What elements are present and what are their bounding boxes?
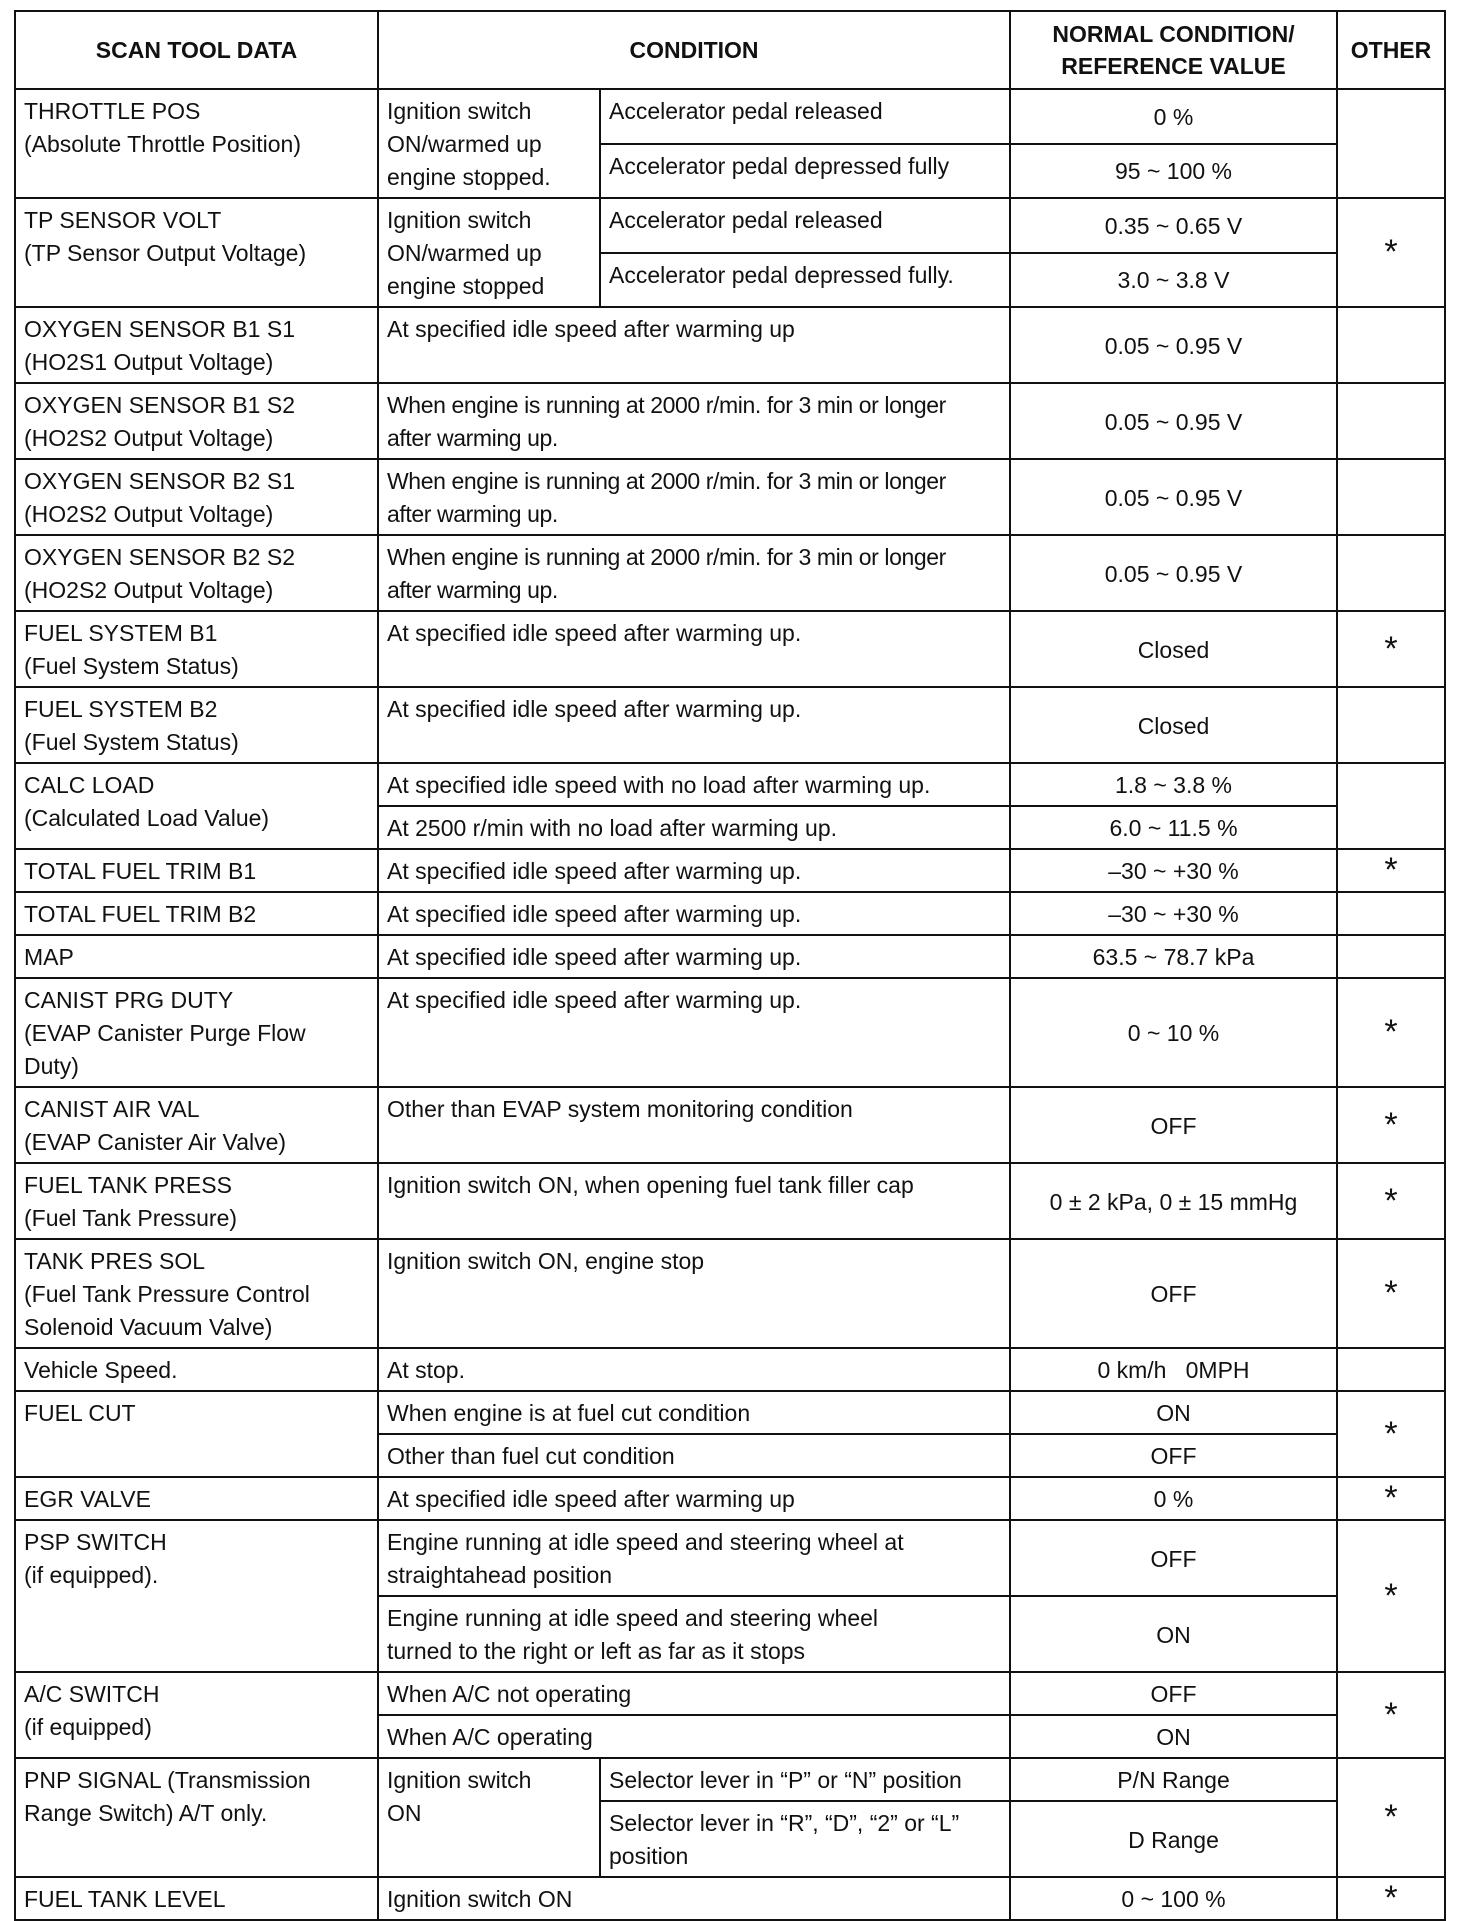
row-condition: Other than EVAP system monitoring condition	[378, 1087, 1010, 1163]
row-sub-condition	[600, 1801, 1010, 1877]
row-main-condition	[378, 89, 600, 198]
main-cond-line: ON/warmed up	[387, 131, 542, 157]
row-sub-condition	[378, 1520, 1010, 1596]
row-name-line: (Calculated Load Value)	[24, 805, 270, 831]
row-reference-value: 0.05 ~ 0.95 V	[1010, 383, 1337, 459]
row-other-mark: *	[1337, 1758, 1445, 1877]
row-name: TOTAL FUEL TRIM B1	[15, 849, 378, 892]
row-name-line: CALC LOAD	[24, 772, 155, 798]
row-name-line: OXYGEN SENSOR B1 S2	[24, 392, 295, 418]
row-reference-value: 0 %	[1010, 89, 1337, 144]
row-name	[15, 459, 378, 535]
row-name-line: TANK PRES SOL	[24, 1248, 206, 1274]
table-row-map	[15, 935, 1445, 978]
row-reference-value: ON	[1010, 1715, 1337, 1758]
row-reference-value: 0 km/h 0MPH	[1010, 1348, 1337, 1391]
row-reference-value: 1.8 ~ 3.8 %	[1010, 763, 1337, 806]
table-row-oxygen-b1s2	[15, 383, 1445, 459]
table-row-total-fuel-trim-b1	[15, 849, 1445, 892]
row-name	[15, 611, 378, 687]
table-row-canist-air-val	[15, 1087, 1445, 1163]
row-name	[15, 198, 378, 307]
row-condition: Ignition switch ON, when opening fuel tank filler cap	[378, 1163, 1010, 1239]
row-other-mark: *	[1337, 1087, 1445, 1163]
header-scan-tool-data: SCAN TOOL DATA	[15, 11, 378, 89]
row-name	[15, 1239, 378, 1348]
row-other-mark: *	[1337, 1477, 1445, 1520]
row-reference-value: OFF	[1010, 1087, 1337, 1163]
row-sub-condition: Accelerator pedal released	[600, 89, 1010, 144]
row-other-mark	[1337, 535, 1445, 611]
row-name-line: CANIST AIR VAL	[24, 1096, 200, 1122]
row-reference-value: OFF	[1010, 1672, 1337, 1715]
row-name-line: (TP Sensor Output Voltage)	[24, 240, 307, 266]
row-other-mark: *	[1337, 1877, 1445, 1920]
row-name-line: (EVAP Canister Purge Flow	[24, 1020, 306, 1046]
row-name-line: (HO2S2 Output Voltage)	[24, 425, 274, 451]
row-name: Vehicle Speed.	[15, 1348, 378, 1391]
row-name-line: Range Switch) A/T only.	[24, 1800, 268, 1826]
row-name	[15, 383, 378, 459]
table-row-fuel-tank-press	[15, 1163, 1445, 1239]
row-other-mark	[1337, 307, 1445, 383]
cond-line: after warming up.	[387, 577, 558, 603]
table-row-vehicle-speed	[15, 1348, 1445, 1391]
row-condition: Ignition switch ON	[378, 1877, 1010, 1920]
row-name-line: OXYGEN SENSOR B2 S1	[24, 468, 295, 494]
row-reference-value: Closed	[1010, 611, 1337, 687]
row-reference-value: –30 ~ +30 %	[1010, 849, 1337, 892]
header-normal-line2: REFERENCE VALUE	[1061, 53, 1286, 79]
header-normal-condition	[1010, 11, 1337, 89]
row-sub-condition: At specified idle speed with no load after warming up.	[378, 763, 1010, 806]
row-name-line: OXYGEN SENSOR B2 S2	[24, 544, 295, 570]
row-sub-condition: Accelerator pedal depressed fully	[600, 144, 1010, 199]
row-name	[15, 687, 378, 763]
row-reference-value: 0.35 ~ 0.65 V	[1010, 198, 1337, 253]
cond-line: Engine running at idle speed and steering wheel at	[387, 1529, 904, 1555]
row-other-mark: *	[1337, 849, 1445, 892]
row-name	[15, 1520, 378, 1672]
row-reference-value: 0.05 ~ 0.95 V	[1010, 307, 1337, 383]
row-reference-value: 0 %	[1010, 1477, 1337, 1520]
row-name: MAP	[15, 935, 378, 978]
row-main-condition	[378, 1758, 600, 1877]
table-row-egr-valve	[15, 1477, 1445, 1520]
row-other-mark: *	[1337, 1391, 1445, 1477]
main-cond-line: Ignition switch	[387, 1767, 532, 1793]
row-sub-condition: When A/C not operating	[378, 1672, 1010, 1715]
header-normal-line1: NORMAL CONDITION/	[1052, 21, 1295, 47]
header-condition: CONDITION	[378, 11, 1010, 89]
row-other-mark	[1337, 935, 1445, 978]
row-other-mark	[1337, 383, 1445, 459]
row-other-mark	[1337, 459, 1445, 535]
main-cond-line: engine stopped.	[387, 164, 551, 190]
row-name	[15, 1672, 378, 1758]
row-other-mark: *	[1337, 198, 1445, 307]
row-name-line: (Fuel System Status)	[24, 653, 239, 679]
scan-tool-data-table	[14, 10, 1446, 1921]
row-name-line: (if equipped).	[24, 1562, 159, 1588]
header-row	[15, 11, 1445, 89]
row-other-mark: *	[1337, 611, 1445, 687]
row-other-mark	[1337, 89, 1445, 198]
row-reference-value: OFF	[1010, 1239, 1337, 1348]
row-sub-condition: Selector lever in “P” or “N” position	[600, 1758, 1010, 1801]
row-name-line: FUEL TANK PRESS	[24, 1172, 232, 1198]
row-name-line: FUEL SYSTEM B2	[24, 696, 218, 722]
row-name-line: PSP SWITCH	[24, 1529, 167, 1555]
cond-line: When engine is running at 2000 r/min. for 3 min or longer	[387, 544, 946, 570]
row-condition: At stop.	[378, 1348, 1010, 1391]
row-reference-value: 6.0 ~ 11.5 %	[1010, 806, 1337, 849]
row-reference-value: 63.5 ~ 78.7 kPa	[1010, 935, 1337, 978]
row-condition: At specified idle speed after warming up.	[378, 892, 1010, 935]
row-name	[15, 535, 378, 611]
row-reference-value: 3.0 ~ 3.8 V	[1010, 253, 1337, 308]
row-reference-value: –30 ~ +30 %	[1010, 892, 1337, 935]
main-cond-line: engine stopped	[387, 273, 545, 299]
row-name-line: FUEL SYSTEM B1	[24, 620, 218, 646]
table-row-fuel-system-b2	[15, 687, 1445, 763]
row-other-mark: *	[1337, 1520, 1445, 1672]
row-condition: At specified idle speed after warming up.	[378, 849, 1010, 892]
row-name-line: THROTTLE POS	[24, 98, 201, 124]
row-reference-value: Closed	[1010, 687, 1337, 763]
table-row-tp-sensor-volt	[15, 198, 1445, 253]
row-other-mark: *	[1337, 978, 1445, 1087]
row-name-line: CANIST PRG DUTY	[24, 987, 234, 1013]
row-name: FUEL TANK LEVEL	[15, 1877, 378, 1920]
table-row-calc-load	[15, 763, 1445, 806]
table-row-canist-prg-duty	[15, 978, 1445, 1087]
row-reference-value: ON	[1010, 1391, 1337, 1434]
row-condition: At specified idle speed after warming up.	[378, 978, 1010, 1087]
row-name	[15, 1087, 378, 1163]
row-sub-condition: When engine is at fuel cut condition	[378, 1391, 1010, 1434]
table-row-psp-switch	[15, 1520, 1445, 1596]
cond-line: When engine is running at 2000 r/min. for 3 min or longer	[387, 392, 946, 418]
row-reference-value: ON	[1010, 1596, 1337, 1672]
row-name-line: TP SENSOR VOLT	[24, 207, 222, 233]
row-condition: At specified idle speed after warming up	[378, 307, 1010, 383]
main-cond-line: Ignition switch	[387, 207, 532, 233]
cond-line: When engine is running at 2000 r/min. for 3 min or longer	[387, 468, 946, 494]
cond-line: after warming up.	[387, 501, 558, 527]
row-condition	[378, 383, 1010, 459]
row-reference-value: 0 ~ 100 %	[1010, 1877, 1337, 1920]
row-name-line: (if equipped)	[24, 1714, 152, 1740]
row-other-mark	[1337, 687, 1445, 763]
row-condition	[378, 535, 1010, 611]
row-name: EGR VALVE	[15, 1477, 378, 1520]
row-other-mark: *	[1337, 1672, 1445, 1758]
row-condition: At specified idle speed after warming up.	[378, 611, 1010, 687]
row-name-line: (Fuel Tank Pressure)	[24, 1205, 238, 1231]
row-name-line: Solenoid Vacuum Valve)	[24, 1314, 273, 1340]
row-sub-condition: At 2500 r/min with no load after warming up.	[378, 806, 1010, 849]
row-reference-value: 0 ± 2 kPa, 0 ± 15 mmHg	[1010, 1163, 1337, 1239]
row-name	[15, 763, 378, 849]
row-reference-value: P/N Range	[1010, 1758, 1337, 1801]
cond-line: Selector lever in “R”, “D”, “2” or “L”	[609, 1810, 960, 1836]
row-name: TOTAL FUEL TRIM B2	[15, 892, 378, 935]
cond-line: after warming up.	[387, 425, 558, 451]
main-cond-line: ON/warmed up	[387, 240, 542, 266]
row-reference-value: 95 ~ 100 %	[1010, 144, 1337, 199]
row-condition: At specified idle speed after warming up.	[378, 687, 1010, 763]
table-row-throttle-pos	[15, 89, 1445, 144]
cond-line: Engine running at idle speed and steering wheel	[387, 1605, 879, 1631]
row-other-mark: *	[1337, 1163, 1445, 1239]
table-row-ac-switch	[15, 1672, 1445, 1715]
row-name	[15, 307, 378, 383]
header-other: OTHER	[1337, 11, 1445, 89]
row-condition: Ignition switch ON, engine stop	[378, 1239, 1010, 1348]
row-condition	[378, 459, 1010, 535]
row-name-line: (HO2S1 Output Voltage)	[24, 349, 274, 375]
cond-line: straightahead position	[387, 1562, 613, 1588]
row-name	[15, 978, 378, 1087]
table-row-fuel-tank-level	[15, 1877, 1445, 1920]
row-sub-condition: Accelerator pedal depressed fully.	[600, 253, 1010, 308]
row-condition: At specified idle speed after warming up.	[378, 935, 1010, 978]
row-name: FUEL CUT	[15, 1391, 378, 1477]
row-sub-condition: When A/C operating	[378, 1715, 1010, 1758]
row-name	[15, 1163, 378, 1239]
main-cond-line: ON	[387, 1800, 422, 1826]
row-name-line: PNP SIGNAL (Transmission	[24, 1767, 311, 1793]
cond-line: position	[609, 1843, 689, 1869]
cond-line: turned to the right or left as far as it stops	[387, 1638, 806, 1664]
row-reference-value: 0 ~ 10 %	[1010, 978, 1337, 1087]
row-name-line: (HO2S2 Output Voltage)	[24, 501, 274, 527]
table-row-fuel-cut	[15, 1391, 1445, 1434]
table-row-oxygen-b2s1	[15, 459, 1445, 535]
row-name-line: (Absolute Throttle Position)	[24, 131, 301, 157]
row-name	[15, 1758, 378, 1877]
row-other-mark	[1337, 892, 1445, 935]
row-name-line: (Fuel System Status)	[24, 729, 239, 755]
table-row-oxygen-b1s1	[15, 307, 1445, 383]
row-other-mark: *	[1337, 1239, 1445, 1348]
row-reference-value: OFF	[1010, 1434, 1337, 1477]
table-row-fuel-system-b1	[15, 611, 1445, 687]
row-reference-value: 0.05 ~ 0.95 V	[1010, 459, 1337, 535]
row-sub-condition	[378, 1596, 1010, 1672]
main-cond-line: Ignition switch	[387, 98, 532, 124]
row-other-mark	[1337, 1348, 1445, 1391]
row-name-line: (EVAP Canister Air Valve)	[24, 1129, 287, 1155]
table-row-oxygen-b2s2	[15, 535, 1445, 611]
row-reference-value: 0.05 ~ 0.95 V	[1010, 535, 1337, 611]
row-main-condition	[378, 198, 600, 307]
table-row-total-fuel-trim-b2	[15, 892, 1445, 935]
row-sub-condition: Accelerator pedal released	[600, 198, 1010, 253]
row-reference-value: D Range	[1010, 1801, 1337, 1877]
table-row-pnp-signal	[15, 1758, 1445, 1801]
row-name-line: Duty)	[24, 1053, 79, 1079]
table-row-tank-pres-sol	[15, 1239, 1445, 1348]
row-name-line: A/C SWITCH	[24, 1681, 160, 1707]
row-condition: At specified idle speed after warming up	[378, 1477, 1010, 1520]
row-name-line: OXYGEN SENSOR B1 S1	[24, 316, 295, 342]
row-reference-value: OFF	[1010, 1520, 1337, 1596]
row-sub-condition: Other than fuel cut condition	[378, 1434, 1010, 1477]
row-other-mark	[1337, 763, 1445, 849]
row-name	[15, 89, 378, 198]
row-name-line: (HO2S2 Output Voltage)	[24, 577, 274, 603]
row-name-line: (Fuel Tank Pressure Control	[24, 1281, 310, 1307]
